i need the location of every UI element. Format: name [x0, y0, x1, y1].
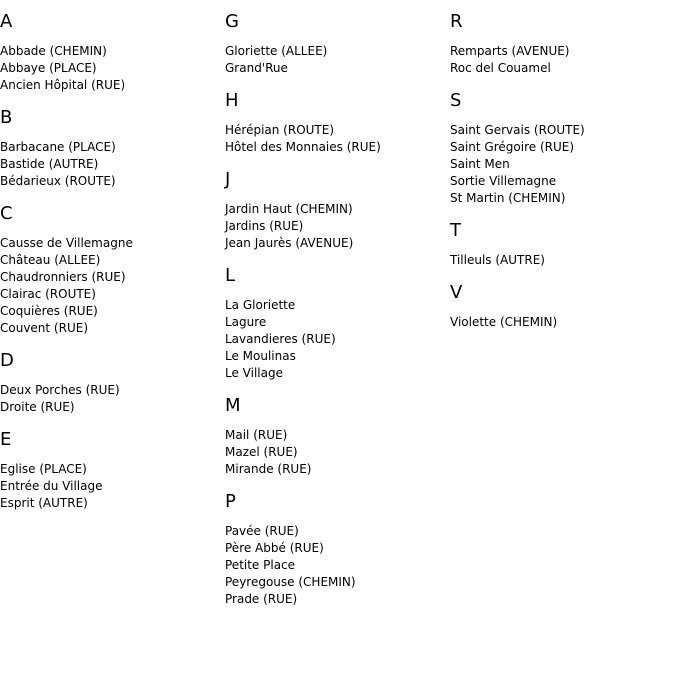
letter-heading: G [225, 11, 239, 32]
letter-group [0, 106, 225, 190]
street-link[interactable]: Saint Men [450, 157, 510, 171]
letter-heading: L [225, 265, 236, 286]
street-link[interactable]: Mail (RUE) [225, 428, 288, 442]
street-list [225, 201, 450, 252]
street-link[interactable]: Lavandieres (RUE) [225, 332, 336, 346]
street-link[interactable]: Jardin Haut (CHEMIN) [225, 202, 353, 216]
letter-heading: H [225, 90, 239, 111]
street-link[interactable]: Grand'Rue [225, 61, 288, 75]
street-link[interactable]: Lagure [225, 315, 267, 329]
letter-heading: C [0, 203, 13, 224]
letter-heading: A [0, 11, 13, 32]
street-link[interactable]: Clairac (ROUTE) [0, 287, 96, 301]
street-link[interactable]: Couvent (RUE) [0, 321, 89, 335]
letter-heading: R [450, 11, 463, 32]
street-link[interactable]: Chaudronniers (RUE) [0, 270, 126, 284]
street-list [0, 139, 225, 190]
letter-group [225, 490, 450, 608]
street-link[interactable]: Bédarieux (ROUTE) [0, 174, 116, 188]
street-link[interactable]: Coquières (RUE) [0, 304, 98, 318]
letter-heading: S [450, 90, 462, 111]
letter-group [0, 202, 225, 337]
street-link[interactable]: Saint Gervais (ROUTE) [450, 123, 585, 137]
letter-heading: M [225, 395, 241, 416]
street-link[interactable]: Gloriette (ALLEE) [225, 44, 328, 58]
street-link[interactable]: Hérépian (ROUTE) [225, 123, 335, 137]
street-link[interactable]: Saint Grégoire (RUE) [450, 140, 575, 154]
street-link[interactable]: Mirande (RUE) [225, 462, 312, 476]
letter-heading: V [450, 282, 463, 303]
street-list [225, 523, 450, 608]
street-link[interactable]: Prade (RUE) [225, 592, 298, 606]
street-link[interactable]: Père Abbé (RUE) [225, 541, 324, 555]
street-link[interactable]: Sortie Villemagne [450, 174, 557, 188]
letter-heading: P [225, 491, 236, 512]
letter-group [0, 428, 225, 512]
letter-heading: B [0, 107, 13, 128]
street-link[interactable]: Mazel (RUE) [225, 445, 298, 459]
street-list [225, 427, 450, 478]
letter-group [0, 10, 225, 94]
street-list [0, 382, 225, 416]
letter-group [225, 10, 450, 77]
street-link[interactable]: Abbade (CHEMIN) [0, 44, 107, 58]
street-link[interactable]: Entrée du Village [0, 479, 103, 493]
street-link[interactable]: Abbaye (PLACE) [0, 61, 97, 75]
street-list [225, 43, 450, 77]
street-column [0, 10, 225, 524]
letter-group [225, 89, 450, 156]
street-link[interactable]: Tilleuls (AUTRE) [450, 253, 545, 267]
street-link[interactable]: Causse de Villemagne [0, 236, 133, 250]
street-link[interactable]: Jardins (RUE) [225, 219, 304, 233]
street-link[interactable]: Le Village [225, 366, 283, 380]
street-link[interactable]: Roc del Couamel [450, 61, 551, 75]
street-link[interactable]: Esprit (AUTRE) [0, 496, 88, 510]
letter-group [450, 10, 675, 77]
street-list [450, 314, 675, 331]
letter-heading: E [0, 429, 12, 450]
street-list [450, 122, 675, 207]
letter-group [450, 89, 675, 207]
street-list [0, 235, 225, 337]
street-link[interactable]: Le Moulinas [225, 349, 296, 363]
street-link[interactable]: La Gloriette [225, 298, 296, 312]
street-link[interactable]: Remparts (AVENUE) [450, 44, 570, 58]
street-list [225, 297, 450, 382]
street-list [0, 461, 225, 512]
street-column [450, 10, 675, 343]
street-list [450, 252, 675, 269]
street-link[interactable]: Petite Place [225, 558, 296, 572]
letter-group [225, 168, 450, 252]
street-link[interactable]: Peyregouse (CHEMIN) [225, 575, 356, 589]
street-link[interactable]: Deux Porches (RUE) [0, 383, 120, 397]
letter-group [450, 219, 675, 269]
street-link[interactable]: St Martin (CHEMIN) [450, 191, 566, 205]
street-link[interactable]: Pavée (RUE) [225, 524, 299, 538]
street-list [0, 43, 225, 94]
letter-heading: D [0, 350, 14, 371]
street-link[interactable]: Droite (RUE) [0, 400, 75, 414]
street-link[interactable]: Ancien Hôpital (RUE) [0, 78, 126, 92]
street-link[interactable]: Jean Jaurès (AVENUE) [225, 236, 354, 250]
street-link[interactable]: Château (ALLEE) [0, 253, 101, 267]
letter-group [225, 264, 450, 382]
letter-group [0, 349, 225, 416]
street-column [225, 10, 450, 620]
letter-group [225, 394, 450, 478]
street-list [225, 122, 450, 156]
letter-heading: T [450, 220, 461, 241]
street-link[interactable]: Bastide (AUTRE) [0, 157, 99, 171]
street-link[interactable]: Eglise (PLACE) [0, 462, 87, 476]
street-list [450, 43, 675, 77]
street-link[interactable]: Violette (CHEMIN) [450, 315, 558, 329]
street-link[interactable]: Barbacane (PLACE) [0, 140, 116, 154]
street-link[interactable]: Hôtel des Monnaies (RUE) [225, 140, 381, 154]
letter-group [450, 281, 675, 331]
letter-heading: J [225, 169, 231, 190]
